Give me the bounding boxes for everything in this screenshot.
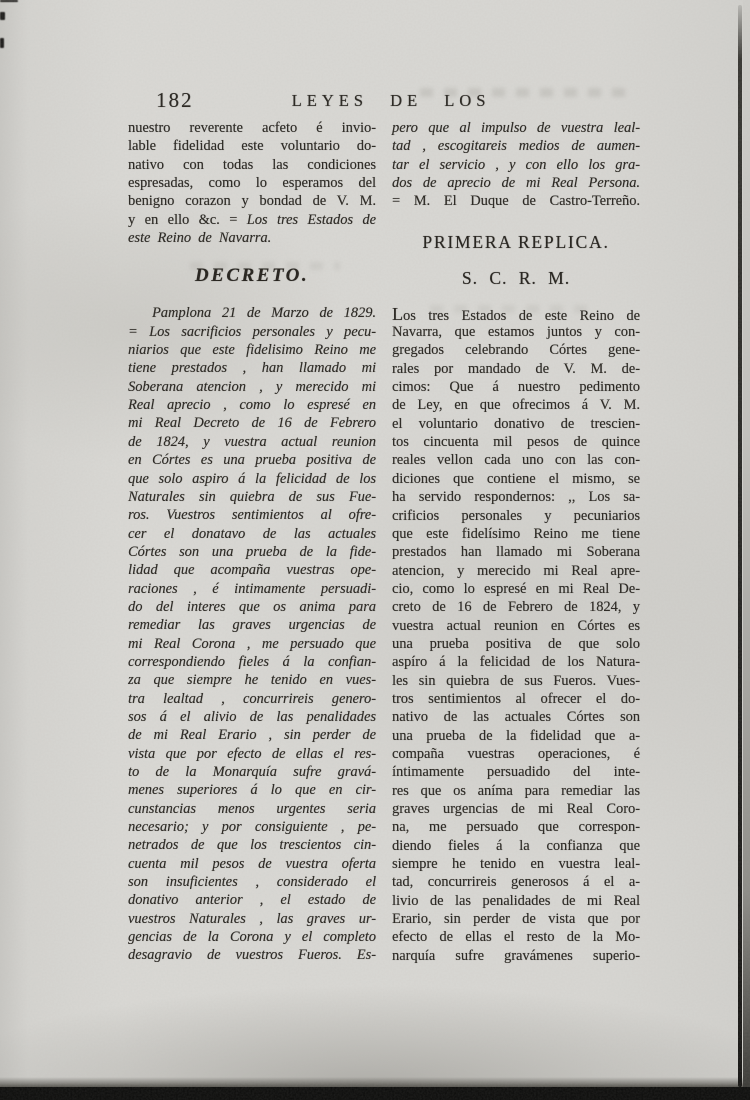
text-line (392, 507, 640, 525)
text-segment: nativo con todas las condiciones (128, 156, 376, 173)
text-line (128, 928, 376, 946)
text-segment: mi Real Corona , me persuado que (128, 635, 376, 652)
text-segment: prestados han llamado mi Soberana (392, 544, 640, 561)
text-segment: cuenta mil pesos de vuestra oferta (128, 855, 376, 872)
text-segment: reales vellon cada uno con las con- (392, 452, 640, 469)
text-line (392, 525, 640, 543)
text-segment: Pamplona 21 de Marzo de 1829. (152, 305, 376, 322)
edge-ink-speck (0, 12, 5, 20)
text-segment: que solo aspiro á la felicidad de los (128, 470, 376, 487)
text-segment: niarios que este fidelisimo Reino me (128, 342, 376, 359)
text-segment: el voluntario donativo de trescien- (392, 415, 640, 432)
text-line (392, 873, 640, 891)
text-segment: aspíro á la felicidad de los Natura- (392, 654, 640, 671)
text-line (128, 137, 376, 155)
text-line (392, 763, 640, 781)
text-segment: Erario, sin perder de vista que por (392, 911, 640, 928)
text-line (128, 616, 376, 634)
text-line (392, 800, 640, 818)
text-line (128, 855, 376, 873)
text-segment: les sin quiebra de sus Fueros. Vues- (392, 672, 640, 689)
text-segment: compaña vuestras operaciones, é (392, 745, 640, 762)
text-line (128, 580, 376, 598)
text-segment: siempre he tenido en vuestra leal- (392, 856, 640, 873)
text-line (392, 892, 640, 910)
text-segment: Córtes son una prueba de la fide- (128, 543, 376, 560)
text-segment: espresadas, como lo esperamos del (128, 175, 376, 192)
text-segment: za que siempre he tenido en vues- (128, 672, 376, 689)
text-segment: diendo fieles á la confianza que (392, 837, 640, 854)
text-segment: menes superiores á lo que en cir- (128, 782, 376, 799)
text-line (128, 229, 376, 247)
text-segment: este Reino de Navarra. (128, 230, 272, 247)
text-line (128, 818, 376, 836)
text-line (392, 690, 640, 708)
text-segment: mi Real Decreto de 16 de Febrero (128, 415, 376, 432)
text-line (128, 800, 376, 818)
text-segment: vista que por efecto de ellas el res- (128, 745, 376, 762)
text-line (392, 635, 640, 653)
text-segment: pero que al impulso de vuestra leal- (392, 120, 640, 136)
adjacent-page-edge (743, 0, 750, 1087)
decreto-heading: DECRETO. (194, 265, 310, 287)
scrm-heading: S. C. R. M. (461, 267, 571, 288)
text-segment: correspondiendo fieles á la confian- (128, 653, 376, 670)
text-segment: tar el servicio , y con ello los gra- (392, 156, 640, 173)
text-line (392, 855, 640, 873)
edge-ink-speck (0, 0, 18, 2)
text-line (392, 174, 640, 192)
text-line (392, 745, 640, 763)
text-segment: na, me persuado que correspon- (392, 819, 640, 836)
text-line (128, 304, 376, 322)
text-segment: sos á el alivio de las penalidades (128, 708, 376, 725)
text-segment: raciones , é intimamente persuadi- (128, 580, 376, 597)
text-segment: benigno corazon y bondad de V. M. (128, 193, 376, 210)
text-line (128, 671, 376, 689)
text-segment: os tres Estados de este Reino de (403, 307, 640, 324)
text-line (392, 341, 640, 359)
text-segment: Naturales sin quiebra de sus Fue- (128, 488, 376, 505)
text-line (128, 506, 376, 524)
text-line (128, 763, 376, 781)
text-line (128, 341, 376, 359)
text-line (128, 378, 376, 396)
text-line (392, 928, 640, 946)
text-segment: ha servido respondernos: ,, Los sa- (392, 489, 640, 506)
text-segment: donativo anterior , el estado de (128, 892, 376, 909)
text-line (128, 433, 376, 451)
text-line (128, 781, 376, 799)
right-column (392, 119, 640, 965)
text-line (128, 745, 376, 763)
text-line (392, 672, 640, 690)
text-line (128, 359, 376, 377)
text-line (128, 119, 376, 137)
text-line (392, 415, 640, 433)
text-segment: íntimamente persuadido del inte- (392, 764, 640, 781)
text-segment: to de la Monarquía sufre gravá- (128, 764, 376, 780)
page-gutter-shadow (738, 5, 742, 1087)
text-line (128, 726, 376, 744)
primera-replica-heading: PRIMERA REPLICA. (422, 231, 610, 252)
text-line (392, 580, 640, 598)
text-segment: Los tres Estados de (246, 211, 376, 228)
text-line (128, 396, 376, 414)
text-segment: de 1824, y vuestra actual reunion (128, 433, 376, 450)
text-line (392, 470, 640, 488)
text-line (392, 598, 640, 616)
text-line (128, 156, 376, 174)
text-segment: lidad que acompaña vuestras ope- (128, 562, 376, 579)
text-segment: Soberana atencion , y merecido mi (128, 378, 376, 395)
text-segment: una prueba de la fidelidad que a- (392, 727, 640, 744)
text-line (392, 360, 640, 378)
two-column-text (128, 119, 640, 965)
text-line (392, 119, 640, 137)
text-segment: tos cincuenta mil pesos de quince (392, 434, 640, 451)
decreto-paragraph (128, 304, 376, 964)
edge-ink-speck (0, 38, 4, 48)
text-line (128, 690, 376, 708)
text-line (392, 137, 640, 155)
text-line (392, 910, 640, 928)
text-line (128, 211, 376, 229)
left-intro-paragraph (128, 119, 376, 247)
text-line (128, 543, 376, 561)
text-line (128, 323, 376, 341)
text-segment: y en ello &c. = (128, 211, 247, 228)
text-segment: remediar las graves urgencias de (128, 617, 376, 634)
text-line (392, 323, 640, 341)
text-segment: atencion, y merecido mi Real apre- (392, 562, 640, 579)
text-segment: = Los sacrificios personales y pecu- (128, 323, 376, 340)
text-line (392, 837, 640, 855)
text-segment: creto de 16 de Febrero de 1824, y (392, 599, 640, 616)
text-line (392, 818, 640, 836)
text-line (392, 653, 640, 671)
text-segment: tra lealtad , concurrireis genero- (128, 690, 376, 707)
text-line (392, 433, 640, 451)
text-segment: desagravio de vuestros Fueros. Es- (128, 947, 376, 964)
text-segment: efecto de ellas el resto de la Mo- (392, 929, 640, 946)
text-segment: tros sentimientos al ofrecer el do- (392, 690, 640, 707)
text-segment: crificios personales y pecuniarios (392, 507, 640, 524)
text-line (392, 396, 640, 414)
text-segment: son insuficientes , considerado el (128, 874, 376, 891)
text-line (128, 598, 376, 616)
text-line (392, 947, 640, 965)
running-title: LEYES DE LOS (291, 91, 491, 110)
text-segment: nativo de las actuales Córtes son (392, 709, 640, 726)
text-segment: dos de aprecio de mi Real Persona. (392, 175, 640, 192)
left-column (128, 119, 376, 965)
text-segment: Navarra, que estamos juntos y con- (392, 324, 640, 341)
page-number: 182 (156, 88, 194, 112)
text-segment: cimos: Que á nuestro pedimento (392, 379, 640, 396)
text-segment: rales por mandado de V. M. de- (392, 360, 640, 377)
text-segment: tad , escogitareis medios de aumen- (392, 138, 640, 155)
text-line (128, 836, 376, 854)
text-line (128, 451, 376, 469)
text-segment: ros. Vuestros sentimientos al ofre- (128, 507, 376, 524)
text-segment: do del interes que os anima para (128, 598, 376, 615)
text-segment: narquía sufre gravámenes superio- (392, 947, 640, 964)
text-line (392, 543, 640, 561)
text-line (128, 470, 376, 488)
text-segment: gencias de la Corona y el completo (128, 929, 376, 946)
text-line (128, 873, 376, 891)
text-segment: que este fidelísimo Reino me tiene (392, 525, 640, 542)
text-segment: tiene prestados , han llamado mi (128, 360, 376, 377)
text-segment: cer el donatavo de las actuales (128, 525, 376, 542)
text-segment: de Ley, en que ofrecimos á V. M. (392, 397, 640, 414)
text-line (392, 192, 640, 210)
text-segment: netrados de que los trescientos cin- (128, 837, 376, 854)
text-line (392, 378, 640, 396)
text-line (128, 192, 376, 210)
text-segment: lable fidelidad este voluntario do- (128, 138, 376, 155)
text-segment: cunstancias menos urgentes seria (128, 800, 376, 817)
text-segment: cio, como lo espresé en mi Real De- (392, 580, 640, 597)
text-segment: livio de las penalidades de mi Real (392, 892, 640, 909)
text-line (128, 525, 376, 543)
text-segment: res que os aníma para remediar las (392, 782, 640, 799)
text-segment: necesario; y por consiguiente , pe- (128, 819, 376, 836)
text-line (392, 782, 640, 800)
text-line (392, 617, 640, 635)
text-line (128, 946, 376, 964)
text-line (392, 562, 640, 580)
text-line (128, 488, 376, 506)
text-line (128, 708, 376, 726)
text-line (392, 488, 640, 506)
text-segment: tad, concurrireis generosos á el a- (392, 874, 640, 891)
text-line (128, 174, 376, 192)
right-intro-paragraph (392, 119, 640, 211)
replica-paragraph (392, 305, 640, 965)
text-segment: una prueba positiva de que solo (392, 635, 640, 652)
text-segment: = M. El Duque de Castro-Terreño. (392, 193, 640, 210)
text-line (128, 653, 376, 671)
text-line (392, 156, 640, 174)
text-line (128, 414, 376, 432)
text-segment: L (392, 303, 403, 324)
text-line (128, 891, 376, 909)
text-line (392, 727, 640, 745)
text-segment: graves urgencias de mi Real Coro- (392, 801, 640, 817)
text-segment: en Córtes es una prueba positiva de (128, 452, 376, 469)
text-segment: de mi Real Erario , sin perder de (128, 727, 376, 744)
text-line (392, 708, 640, 726)
text-segment: vuestra actual reunion en Córtes es (392, 617, 640, 634)
text-segment: gregados celebrando Córtes gene- (392, 342, 640, 359)
text-segment: nuestro reverente acfeto é invio- (128, 120, 376, 136)
text-line (392, 305, 640, 323)
text-line (128, 910, 376, 928)
text-segment: Real aprecio , como lo espresé en (128, 397, 376, 414)
text-line (128, 561, 376, 579)
text-segment: vuestros Naturales , las graves ur- (128, 910, 376, 927)
text-line (128, 635, 376, 653)
text-line (392, 451, 640, 469)
text-segment: diciones que contiene el mismo, se (392, 470, 640, 487)
